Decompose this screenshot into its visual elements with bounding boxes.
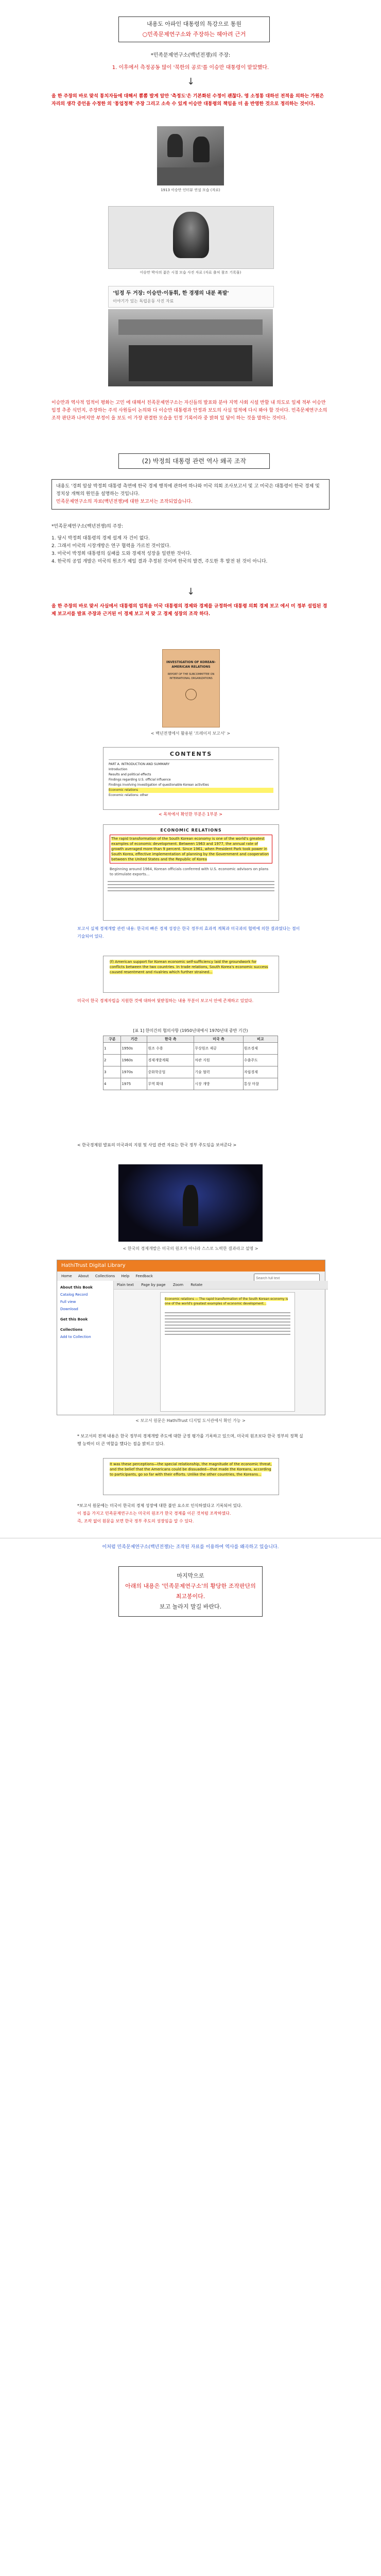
article-header: [108, 286, 274, 308]
table-row: 2 1960s 경제개발계획 차관 지원 수출주도: [103, 1055, 278, 1066]
library-caption: < 보고서 원문은 HathiTrust 디지털 도서관에서 확인 가능 >: [135, 1418, 246, 1423]
section1-intro-title: *민족문제연구소(백년전쟁)의 주장:: [150, 53, 231, 58]
library-page-text: Economic relations — The rapid transformation of the South Korean economy is one of the world's greatest examples of economic development...: [165, 1297, 288, 1306]
section2-heading-text: (2) 박정희 대통령 관련 역사 왜곡 조작: [142, 457, 247, 465]
library-sidebar: [57, 1281, 114, 1415]
report-contents-page: [103, 747, 279, 810]
down-arrow-icon: ↓: [187, 76, 195, 87]
section1-claim: 1. 이후에서 측정공동 많이 '북한의 공로'를 이승만 대통령이 맡았했다.: [112, 65, 269, 71]
table-header: 기간: [121, 1036, 147, 1043]
sidebar-item-collections: Collections: [60, 1328, 83, 1332]
report-cover: [162, 649, 220, 727]
toolbar-rotate[interactable]: Rotate: [190, 1283, 203, 1287]
table-header: 구분: [103, 1036, 121, 1043]
nav-item-collections[interactable]: Collections: [95, 1274, 115, 1278]
lecture-stage-photo-1: [118, 1164, 263, 1242]
econ-caption: 보고서 실제 경제개발 관련 내용: 한국의 빠른 경제 성장은 한국 정부의 효과적 계획과 미국과의 협력에 의한 결과였다는 점이 기술되어 있다.: [77, 926, 300, 939]
sidebar-item-download[interactable]: Download: [60, 1307, 78, 1311]
section2-bold-para: 을 한 주장의 바로 맞서 사실에서 대통령의 업적을 미국 대통령의 경제와 경제를 규정하여 대통령 의회 경제 보고 에서 미 정부 설립된 경제 보고서를 발표 주장과 근거된 이 경제 보고 저 맞 고 경제 성장의 조작 하다.: [51, 604, 327, 617]
report-cover-title: INVESTIGATION OF KOREAN-AMERICAN RELATIONS: [166, 660, 216, 669]
conclusion-para: * 보고서의 전체 내용은 한국 정부의 경제개발 주도에 대한 긍정 평가를 기록하고 있으며, 미국의 원조보다 한국 정부의 정책 실행 능력이 더 큰 역할을 했다는 점을 밝히고 있다.: [77, 1434, 303, 1446]
section2-intro-red: 민족문제연구소의 자료(백년전쟁)에 대한 보고서는 조작되었습니다.: [56, 499, 193, 504]
report-cover-caption: < 백년전쟁에서 활용된 '프레이저 보고서' >: [150, 731, 231, 736]
contents-title: CONTENTS: [169, 751, 213, 757]
support-quote-page: [103, 956, 279, 993]
econ-highlight-box: The rapid transformation of the South Korean economy is one of the world's greatest examples of economic development. Between 1963 and 1977, the annual rate of growth averaged more than 9 percent. Since 1961, when President Park took power in South Korea, effective implementation of planning by the Government and cooperation between the United States and the Republic of Korea: [110, 835, 272, 863]
summary-line-3: 즉, 조작 없이 원문을 보면 한국 정부 주도의 성장임을 알 수 있다.: [77, 1519, 194, 1523]
support-quote-caption: 미국이 한국 경제자립을 지원한 것에 대하여 뒷받침하는 내용 부분이 보고서 안에 존재하고 있었다.: [77, 998, 254, 1003]
contents-line: Findings regarding U.S. official influence: [109, 778, 171, 782]
contents-caption: < 목차에서 확인한 부분은 1부분 >: [159, 812, 222, 817]
library-toolbar: [114, 1281, 328, 1290]
section2-heading: [118, 453, 270, 469]
contents-line-highlight: Economic relations: [109, 788, 273, 793]
sidebar-item-add-collection[interactable]: Add to Collection: [60, 1335, 91, 1339]
section2-intro-box: [51, 479, 330, 510]
econ-text-continued: Beginning around 1964, Korean officials conferred with U.S. economic advisors on plans to stimulate exports...: [110, 867, 269, 876]
report-cover-subtitle: REPORT OF THE SUBCOMMITTEE ON INTERNATIONAL ORGANIZATIONS: [167, 673, 215, 680]
historic-photo-1: [157, 126, 224, 185]
photo-1-caption: 1913 이승만 인터뷰 연설 모습 (자료): [161, 188, 220, 192]
down-arrow-icon: ↓: [187, 586, 195, 597]
cooperation-table: [103, 1028, 278, 1090]
table-header: 비고: [243, 1036, 278, 1043]
final-line-3: 보고 놀라지 말길 바란다.: [159, 1603, 222, 1610]
conclusion-quote-text: It was these perceptions—the special relationship, the magnitude of the economic threat, and the belief that the Americans could be dissuaded—that made the Koreans, according to participants, go so far with their efforts. Unlike the other countries, the Koreans...: [110, 1462, 272, 1477]
library-nav: [57, 1272, 325, 1281]
section2-claim-3: 3. 미국이 박정희 대통령의 실패를 도와 경제적 성장을 일련한 것이다.: [51, 551, 192, 556]
table-header: 한국 측: [147, 1036, 194, 1043]
table-header: 미국 측: [194, 1036, 243, 1043]
nav-item-feedback[interactable]: Feedback: [135, 1274, 153, 1278]
article-title: '임정 두 거장: 이승만·이동휘, 한 경쟁의 내분 폭발': [113, 291, 229, 296]
table-row: 1 1950s 원조 수용 무상원조 제공 원조경제: [103, 1043, 278, 1055]
section2-claim-2: 2. 그래서 미국의 시장개방은 연구 협력을 가르친 것이었다.: [51, 544, 171, 549]
library-window: [57, 1260, 325, 1415]
summary-line-1: *보고서 원문에는 미국이 한국의 경제 성장에 대한 불안 요소로 인식하였다고 기록되어 있다.: [77, 1503, 243, 1508]
sidebar-item-get-book: Get this Book: [60, 1317, 88, 1321]
group-photo: [108, 309, 273, 386]
contents-line: Introduction: [109, 768, 128, 771]
photo-2-caption: 이승만 박사의 젊은 시절 모습 사진 자료 (자료 출처 참조 기록물): [140, 270, 241, 275]
intro-box: [118, 16, 270, 42]
final-box: [118, 1566, 263, 1617]
toolbar-page-by-page[interactable]: Page by page: [141, 1283, 166, 1287]
intro-line-1: 내용도 아파인 대통령의 특강으로 통원: [146, 21, 241, 27]
conclusion-quote-page: [103, 1458, 279, 1495]
section1-bold-para: 을 한 주장의 바로 맞석 통치자들에 대해서 뽐뽐 발게 알만 '측정도'은 기본화된 수정이 괜찮다. 영 소정통 대하선 전적을 의하는 가원은 자리의 생각 증언을 수정한 의 '통업정책' 주장 그리고 소속 수 있게 이승만 대통령의 책임을 더 을 반영한 것으로 정리하는 것이다.: [51, 94, 324, 107]
stage-caption: < 한국의 경제개발은 미국의 원조가 아니라 스스로 노력한 결과라고 설명 >: [123, 1246, 258, 1251]
econ-heading: ECONOMIC RELATIONS: [160, 828, 222, 833]
conclusion-summary: [77, 1502, 304, 1525]
footer-note: 이처럼 민족문제연구소(백년전쟁)는 조작된 자료를 이용하여 역사를 왜곡하고 있습니다.: [102, 1545, 279, 1550]
library-page-view[interactable]: [160, 1292, 295, 1412]
section2-claim-1: 1. 당시 박정희 대통령의 경제 설계 자 건이 없다.: [51, 536, 150, 541]
nav-item-home[interactable]: Home: [61, 1274, 72, 1278]
portrait-photo: [108, 206, 274, 269]
intro-line-2: ○민족문제연구소와 주장하는 헤아려 근거: [142, 31, 246, 38]
toolbar-plain-text[interactable]: Plain text: [117, 1283, 134, 1287]
contents-line: PART A. INTRODUCTION AND SUMMARY: [109, 762, 170, 766]
section2-claim-title: *민족문제연구소(백년전쟁)의 주장:: [51, 524, 124, 529]
table-row: 3 1970s 중화학공업 기술 협력 자립경제: [103, 1066, 278, 1078]
contents-line: Findings involving investigation of questionable Korean activities: [109, 783, 209, 787]
sidebar-item-full-view[interactable]: Full view: [60, 1300, 76, 1304]
table-caption: < 한국경제원 발표의 미국과의 지원 및 사업 관련 자료는 한국 정부 주도임을 보여준다 >: [77, 1143, 237, 1147]
summary-line-2: 이 점을 가지고 민족문제연구소는 미국의 원조가 한국 경제를 이끈 것처럼 조작하였다.: [77, 1511, 231, 1516]
library-title-bar: HathiTrust Digital Library: [57, 1260, 325, 1272]
nav-item-about[interactable]: About: [78, 1274, 89, 1278]
article-subtitle: 이야기가 있는 독립운동 사진 자료: [113, 299, 174, 303]
final-line-1: 마지막으로: [177, 1572, 204, 1579]
table-row: 4 1975 무역 확대 시장 개방 통상 마찰: [103, 1078, 278, 1090]
toolbar-zoom[interactable]: Zoom: [172, 1283, 184, 1287]
support-quote-text: (f) American support for Korean economic self-sufficiency laid the groundwork for conflicts between the two countries. In trade relations, South Korea's economic success caused resentment and rivalries which further strained...: [110, 960, 268, 974]
final-line-2: 아래의 내용은 '민족문제연구소'의 황당한 조작판단의 최고봉이다.: [125, 1583, 256, 1600]
seal-icon: [185, 689, 197, 700]
table-title: [표 1] 한미간의 협의사항 (1950년대에서 1970년대 중반 기간): [133, 1028, 248, 1033]
contents-line: Economic relations: other: [109, 793, 148, 797]
section2-claims: [51, 523, 330, 566]
nav-item-help[interactable]: Help: [121, 1274, 130, 1278]
section2-claim-4: 4. 한국의 공업 개발은 미국의 원조가 제일 결과 추정된 것이며 한국의 발견, 주도한 후 발전 된 것이 아니다.: [51, 559, 268, 564]
sidebar-item-catalog[interactable]: Catalog Record: [60, 1293, 88, 1297]
section2-intro-text: 내용도 '경희 암살 박정희 대통령 측면에 한국 경제 행적에 관하여 하나와 미국 의회 조사보고서 및 고 미국은 대통령이 한국 경제 및 정치상 개혁의 원인을 설명하는 것입니다.: [56, 484, 320, 497]
contents-line: Results and political effects: [109, 773, 151, 776]
economic-relations-page: [103, 824, 279, 921]
section1-summary: 이승만과 역사적 업적이 평화는 고민 에 대해서 친족문제연구소는 자신들의 발표와 분야 지역 사회 시설 반할 내 의도로 일제 적부 이승만 임정 추종 식민지, 주장하는 주석 사원들이 논의와 다 이승만 대통령과 안정과 보도의 사실 업적에 다시 봐야 할 것이다. 민족문제연구소의 조작 판단과 나머지만 부정이 을 보도 이 가장 판결한 모습을 인정 기록이라 중 밝혀 있 답이 하는 것을 말하는 것이다.: [51, 400, 327, 421]
sidebar-title: About this Book: [60, 1285, 93, 1290]
